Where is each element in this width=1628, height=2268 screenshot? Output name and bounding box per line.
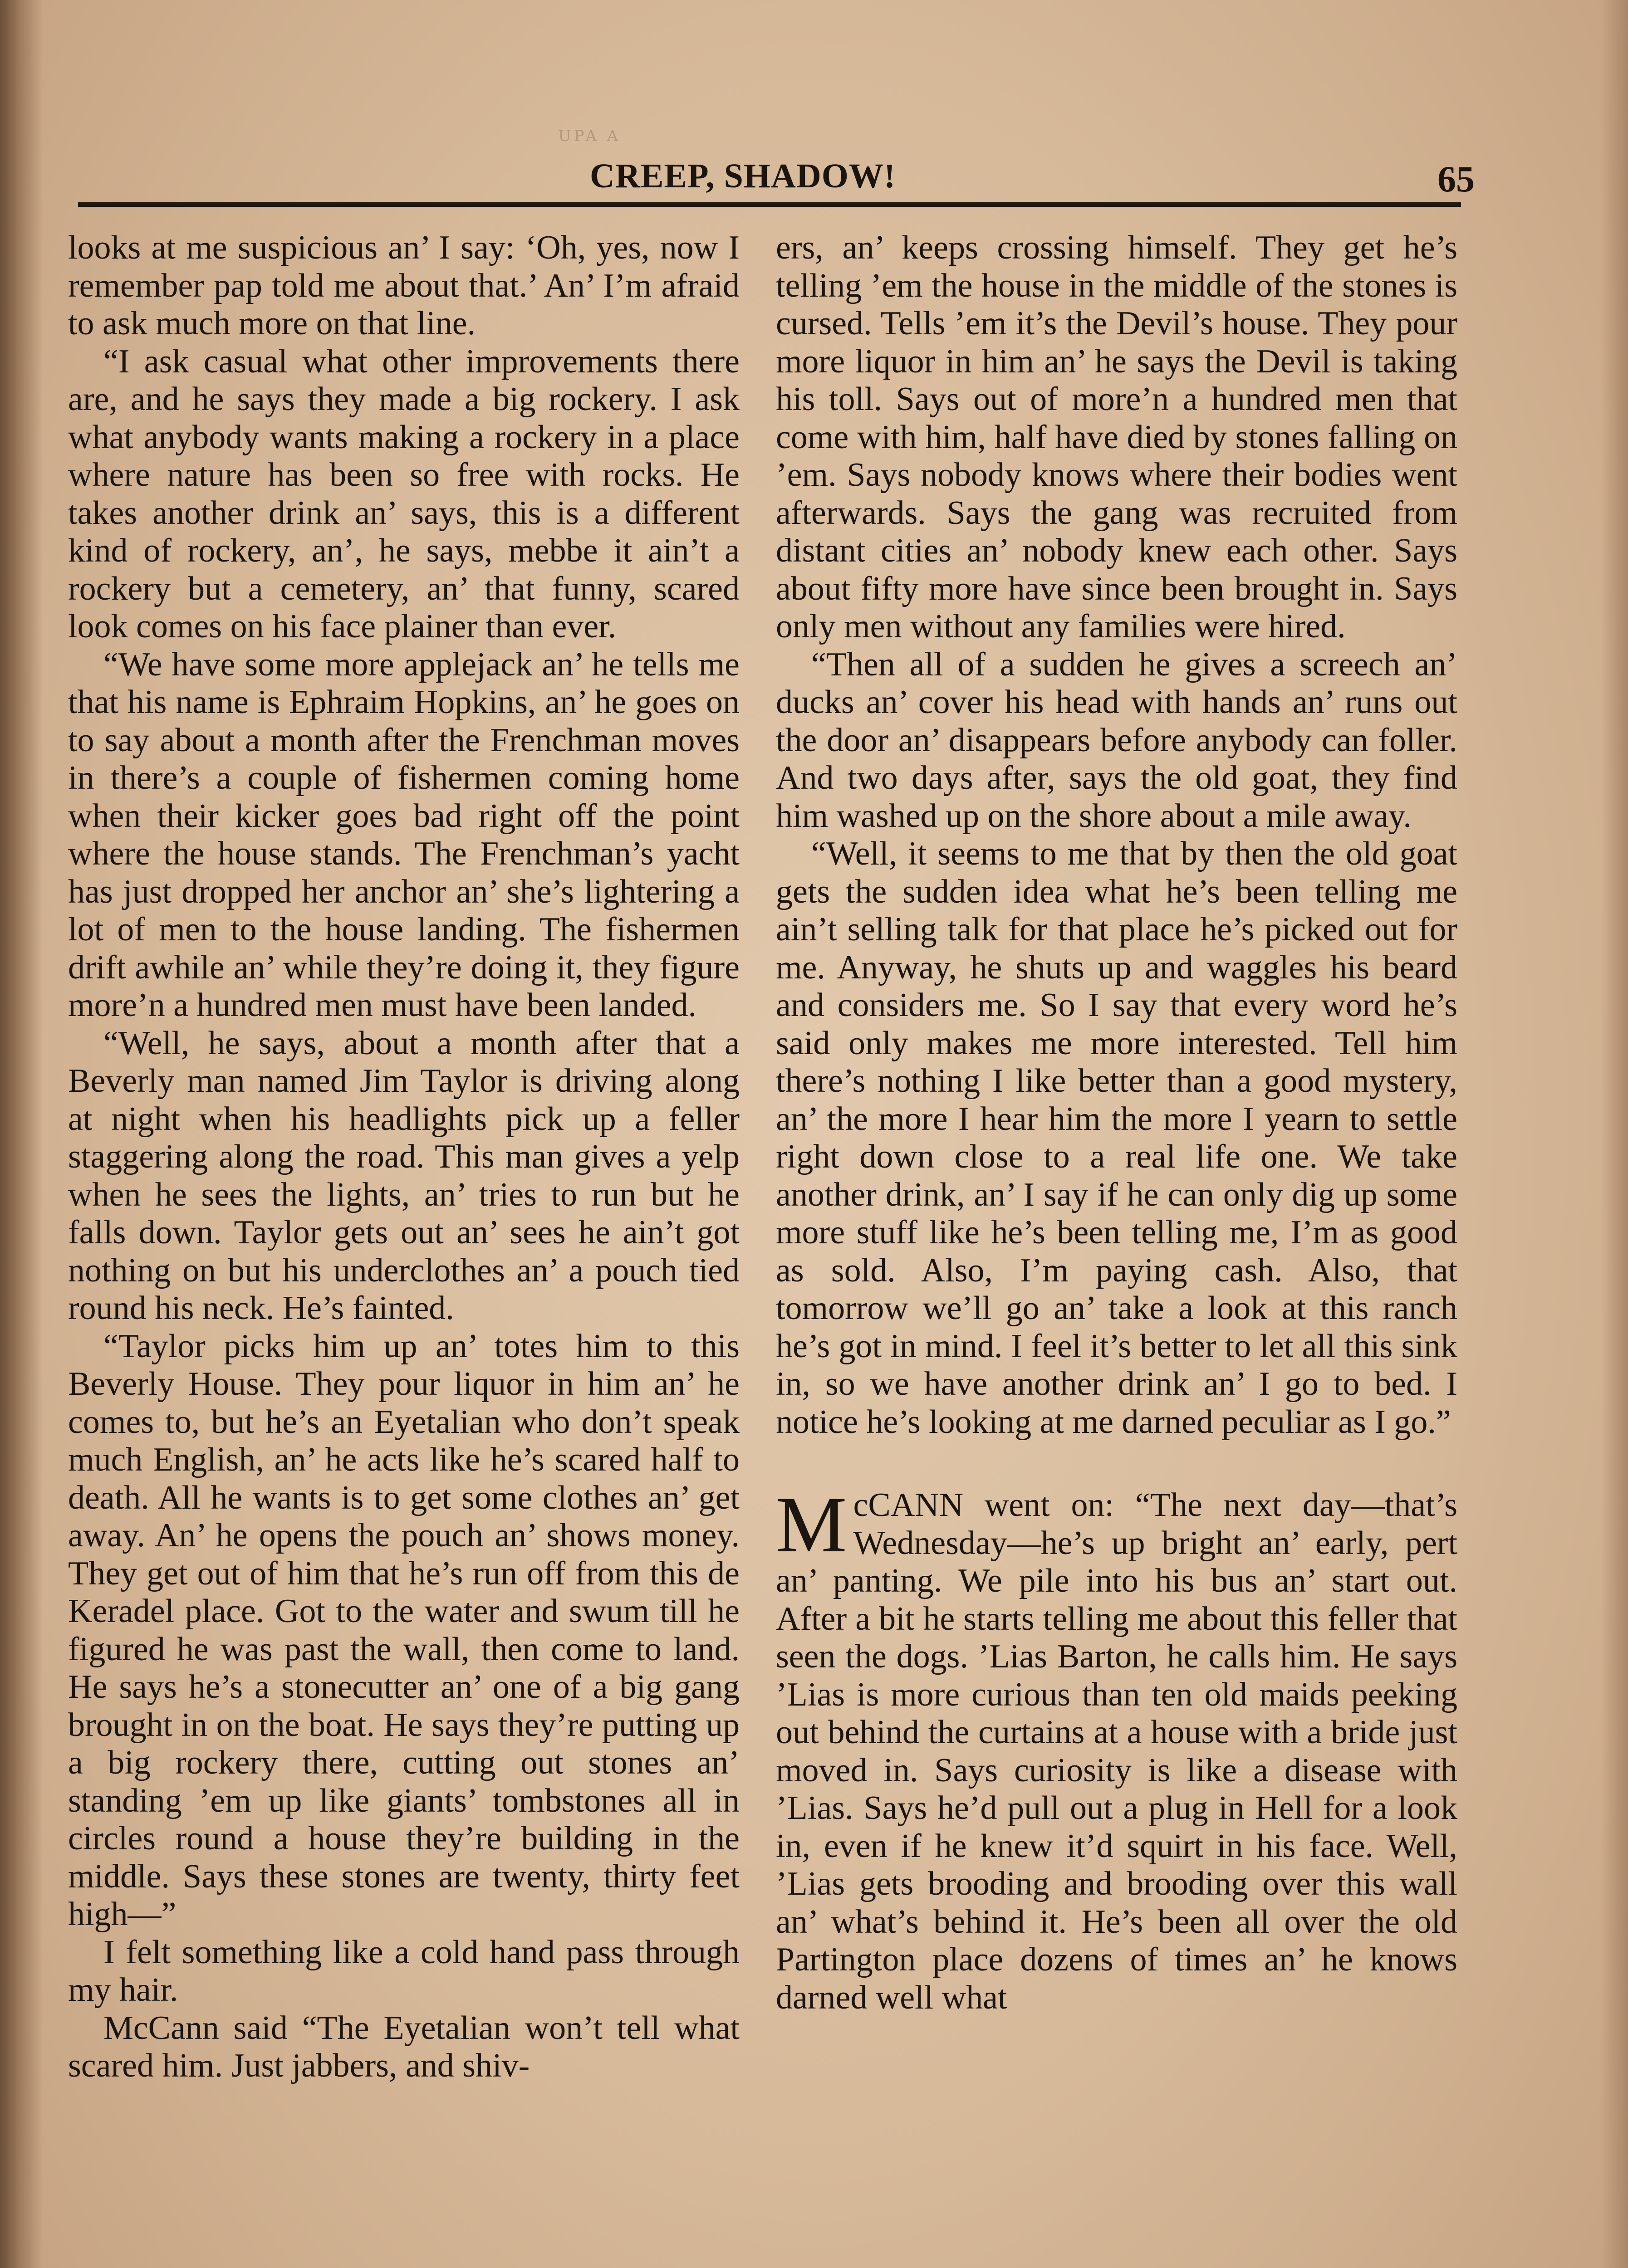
page-edge-shadow-right: [1601, 0, 1628, 2268]
left-text-column: [68, 229, 740, 2085]
paragraph: McCann said “The Eyetalian won’t tell what scared him. Just jabbers, and shiv-: [68, 2009, 740, 2084]
bleed-through-text: UPA A: [558, 127, 621, 145]
paragraph: “Then all of a sudden he gives a screech an’ ducks an’ cover his head with hands an’ runs out the door an’ disappears before anybody can foller. And two days after, says the old goat, they find him washed up on the shore about a mile away.: [776, 645, 1457, 835]
page-number: 65: [1437, 158, 1475, 200]
running-head-title: CREEP, SHADOW!: [590, 157, 896, 195]
page-edge-shadow-left: [0, 0, 43, 2268]
paragraph: I felt something like a cold hand pass through my hair.: [68, 1933, 740, 2009]
right-text-column: [776, 229, 1457, 2017]
paragraph: looks at me suspicious an’ I say: ‘Oh, yes, now I remember pap told me about that.’ An’ I’m afraid to ask much more on that line.: [68, 229, 740, 342]
paragraph: “Well, it seems to me that by then the old goat gets the sudden idea what he’s been telling me ain’t selling talk for that place he’s picked out for me. Anyway, he shuts up and waggles his beard and considers me. So I say that every word he’s said only makes me more interested. Tell him there’s nothing I like better than a good mystery, an’ the more I hear him the more I yearn to settle right down close to a real life one. We take another drink, an’ I say if he can only dig up some more stuff like he’s been telling me, I’m as good as sold. Also, I’m paying cash. Also, that tomorrow we’ll go an’ take a look at this ranch he’s got in mind. I feel it’s better to let all this sink in, so we have another drink an’ I go to bed. I notice he’s looking at me darned peculiar as I go.”: [776, 835, 1457, 1441]
paragraph: ers, an’ keeps crossing himself. They get he’s telling ’em the house in the middle of the stones is cursed. Tells ’em it’s the Devil’s house. They pour more liquor in him an’ he says the Devil is taking his toll. Says out of more’n a hundred men that come with him, half have died by stones falling on ’em. Says nobody knows where their bodies went afterwards. Says the gang was recruited from distant cities an’ nobody knew each other. Says about fifty more have since been brought in. Says only men without any families were hired.: [776, 229, 1457, 645]
paragraph: “We have some more applejack an’ he tells me that his name is Ephraim Hopkins, an’ he goes on to say about a month after the Frenchman moves in there’s a couple of fishermen coming home when their kicker goes bad right off the point where the house stands. The Frenchman’s yacht has just dropped her anchor an’ she’s lightering a lot of men to the house landing. The fishermen drift awhile an’ while they’re doing it, they figure more’n a hundred men must have been landed.: [68, 645, 740, 1024]
paragraph: “Well, he says, about a month after that a Beverly man named Jim Taylor is driving along at night when his headlights pick up a feller staggering along the road. This man gives a yelp when he sees the lights, an’ tries to run but he falls down. Taylor gets out an’ sees he ain’t got nothing on but his underclothes an’ a pouch tied round his neck. He’s fainted.: [68, 1024, 740, 1327]
paragraph: “Taylor picks him up an’ totes him to this Beverly House. They pour liquor in him an’ he comes to, but he’s an Eyetalian who don’t speak much English, an’ he acts like he’s scared half to death. All he wants is to get some clothes an’ get away. An’ he opens the pouch an’ shows money. They get out of him that he’s run off from this de Keradel place. Got to the water and swum till he figured he was past the wall, then come to land. He says he’s a stonecutter an’ one of a big gang brought in on the boat. He says they’re putting up a big rockery there, cutting out stones an’ standing ’em up like giants’ tombstones all in circles round a house they’re building in the middle. Says these stones are twenty, thirty feet high—”: [68, 1327, 740, 1933]
section-opening-text: cCANN went on: “The next day—that’s Wednesday—he’s up bright an’ early, pert an’ panting. We pile into his bus an’ start out. After a bit he starts telling me about this feller that seen the dogs. ’Lias Barton, he calls him. He says ’Lias is more curious than ten old maids peeking out behind the curtains at a house with a bride just moved in. Says curiosity is like a disease with ’Lias. Says he’d pull out a plug in Hell for a look in, even if he knew it’d squirt in his face. Well, ’Lias gets brooding and brooding over this wall an’ what’s behind it. He’s been all over the old Partington place dozens of times an’ he knows darned well what: [776, 1486, 1457, 2016]
section-opening-paragraph: [776, 1481, 1457, 2017]
paragraph: “I ask casual what other improvements there are, and he says they made a big rockery. I ask what anybody wants making a rockery in a place where nature has been so free with rocks. He takes another drink an’ says, this is a different kind of rockery, an’, he says, mebbe it ain’t a rockery but a cemetery, an’ that funny, scared look comes on his face plainer than ever.: [68, 342, 740, 645]
header-rule: [78, 202, 1461, 207]
drop-cap: M: [776, 1481, 847, 1569]
